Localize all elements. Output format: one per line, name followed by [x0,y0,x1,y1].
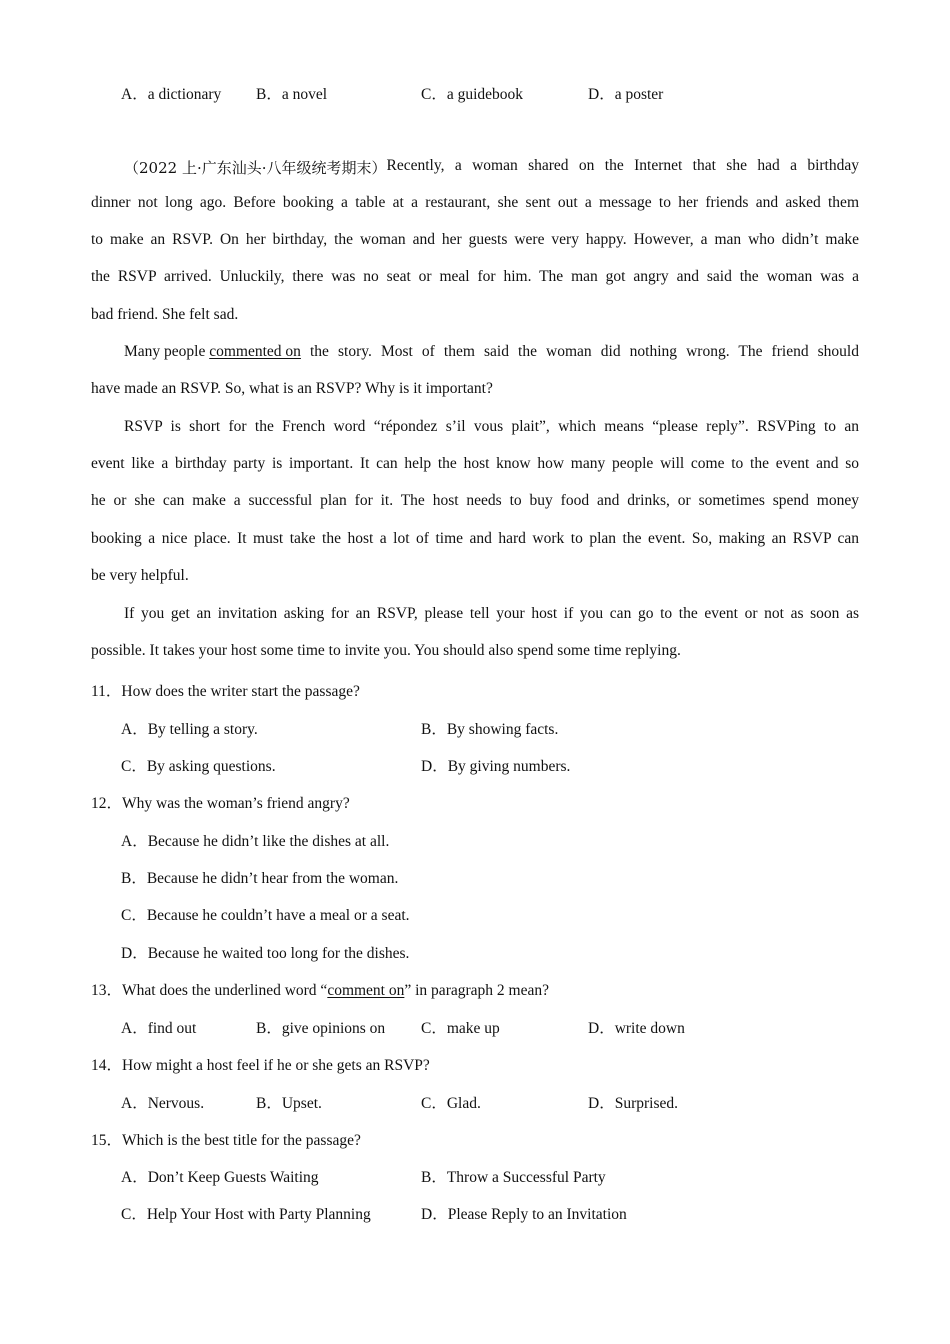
passage-p2-pre: Many people [124,343,210,360]
question-14-option-a: A．Nervous. [121,1095,205,1112]
question-12-option-a: A．Because he didn’t like the dishes at all. [121,833,390,850]
question-12-option-b: B．Because he didn’t hear from the woman. [121,870,399,887]
question-13-option-d: D．write down [588,1020,685,1037]
question-13-option-c: C．make up [421,1020,500,1037]
passage-p2-line1 [124,343,859,361]
passage-p2-line2: have made an RSVP. So, what is an RSVP? Why is it important? [91,380,493,397]
prev-option-b: B．a novel [256,86,328,103]
question-11-option-b: B．By showing facts. [421,721,559,738]
passage-p1-line1-text: Recently, a woman shared on the Internet that she had a birthday [386,157,859,174]
question-15-option-a: A．Don’t Keep Guests Waiting [121,1169,319,1186]
question-15-option-d: D．Please Reply to an Invitation [421,1206,627,1223]
question-13-stem-post: ” in paragraph 2 mean? [404,982,549,999]
question-15-option-c: C．Help Your Host with Party Planning [121,1206,371,1223]
question-11-stem: 11．How does the writer start the passage? [91,683,360,700]
passage-p4-line2: possible. It takes your host some time to invite you. You should also spend some time replying. [91,642,681,659]
question-13-option-b: B．give opinions on [256,1020,386,1037]
question-11-option-a: A．By telling a story. [121,721,258,738]
question-12-option-c: C．Because he couldn’t have a meal or a seat. [121,907,410,924]
question-13-stem-pre: 13．What does the underlined word “ [91,982,328,999]
passage-p3-line4: booking a nice place. It must take the host a lot of time and hard work to plan the event. So, making an RSVP can [91,530,859,547]
passage-p3-line2: event like a birthday party is important. It can help the host know how many people will come to the event and so [91,455,859,472]
passage-p1-line4: the RSVP arrived. Unluckily, there was no seat or meal for him. The man got angry and said the woman was a [91,268,859,285]
question-14-stem: 14．How might a host feel if he or she gets an RSVP? [91,1057,430,1074]
question-12-option-d: D．Because he waited too long for the dishes. [121,945,410,962]
question-13-stem [91,978,549,1000]
prev-option-c: C．a guidebook [421,86,524,103]
passage-p3-line1: RSVP is short for the French word “répondez s’il vous plait”, which means “please reply”. RSVPing to an [124,418,859,435]
passage-p1-line1 [124,157,859,178]
passage-p3-line3: he or she can make a successful plan for it. The host needs to buy food and drinks, or sometimes spend money [91,492,859,509]
question-15-stem: 15．Which is the best title for the passage? [91,1132,361,1149]
underlined-word: commented on [209,343,301,360]
passage-p3-line5: be very helpful. [91,567,189,584]
question-14-option-d: D．Surprised. [588,1095,678,1112]
passage-p2-post: the story. Most of them said the woman did nothing wrong. The friend should [300,343,859,360]
prev-option-a: A．a dictionary [121,86,222,103]
question-11-option-d: D．By giving numbers. [421,758,571,775]
question-11-option-c: C．By asking questions. [121,758,276,775]
passage-source: （2022 上·广东汕头·八年级统考期末） [124,159,387,177]
prev-option-d: D．a poster [588,86,664,103]
question-14-option-b: B．Upset. [256,1095,322,1112]
passage-p1-line2: dinner not long ago. Before booking a table at a restaurant, she sent out a message to her friends and asked them [91,194,859,211]
question-14-option-c: C．Glad. [421,1095,481,1112]
question-15-option-b: B．Throw a Successful Party [421,1169,606,1186]
passage-p1-line3: to make an RSVP. On her birthday, the woman and her guests were very happy. However, a man who didn’t make [91,231,859,248]
question-13-option-a: A．find out [121,1020,197,1037]
question-12-stem: 12．Why was the woman’s friend angry? [91,795,350,812]
passage-p4-line1: If you get an invitation asking for an RSVP, please tell your host if you can go to the event or not as soon as [124,605,859,622]
passage-p1-line5: bad friend. She felt sad. [91,306,239,323]
question-13-underlined-word: comment on [327,982,405,999]
